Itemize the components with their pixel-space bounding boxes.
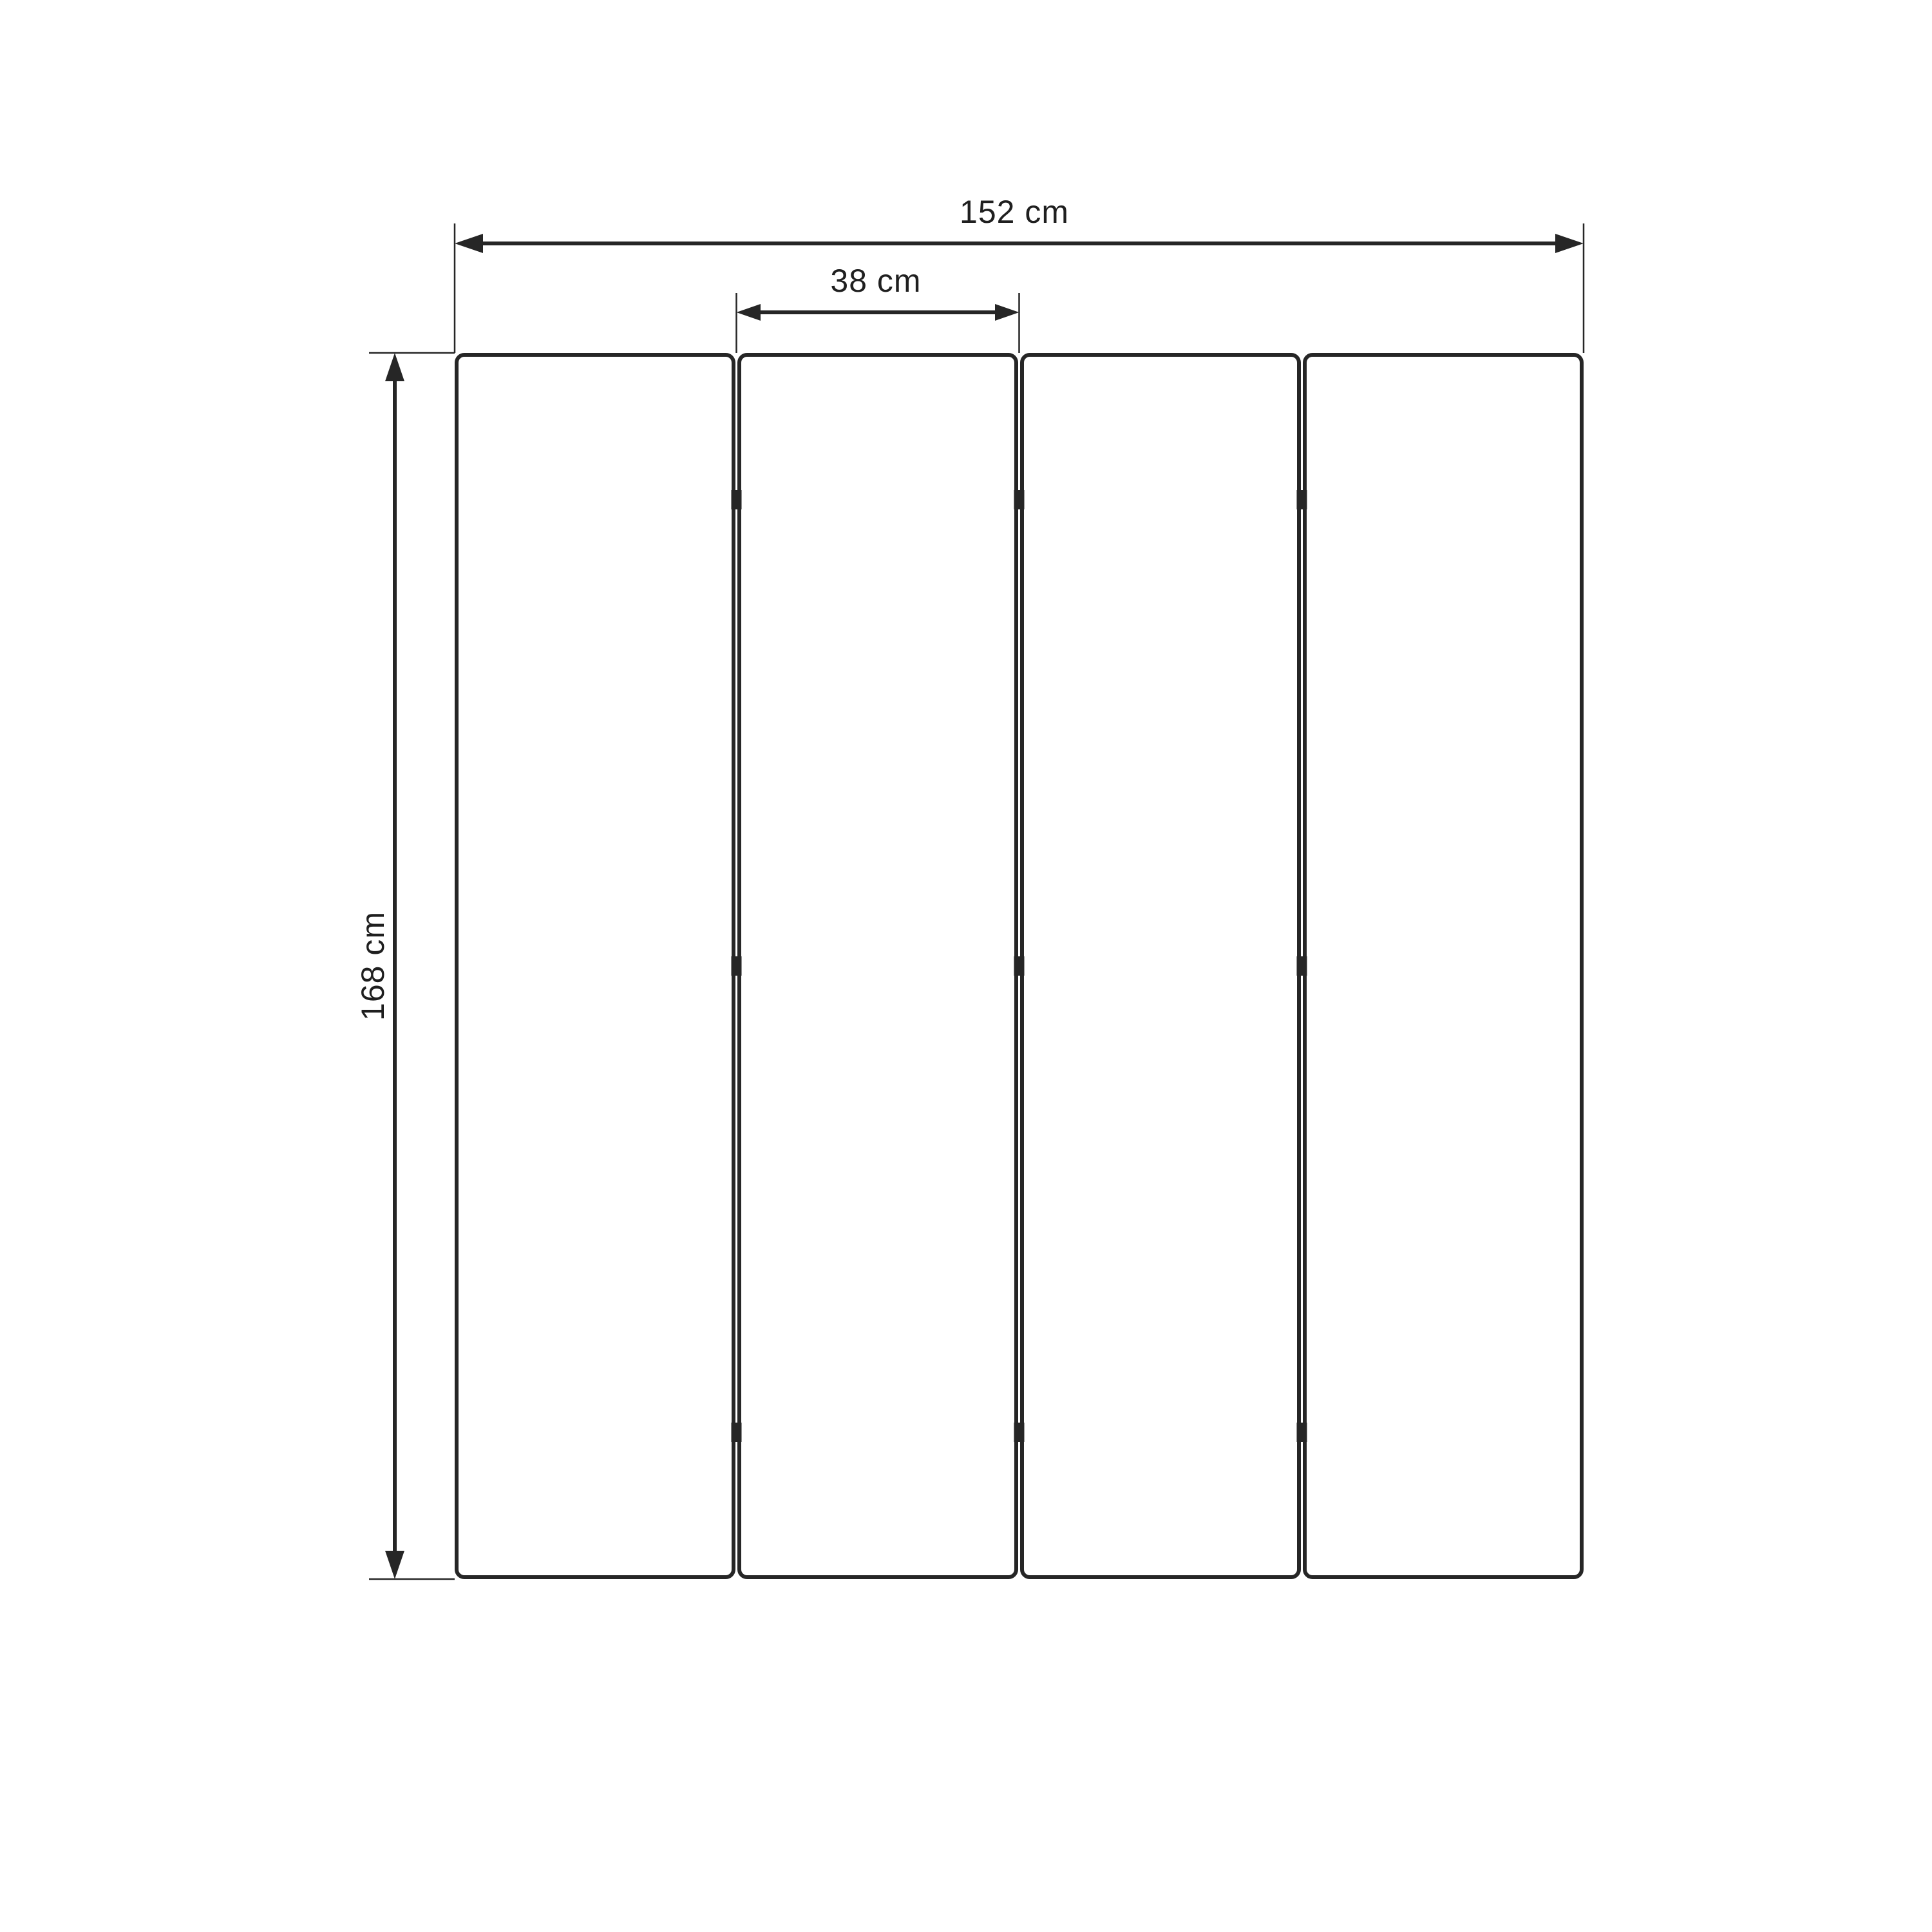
arrow-right-icon — [1555, 234, 1584, 253]
arrow-left-icon — [455, 234, 483, 253]
height-label: 168 cm — [355, 911, 391, 1021]
panel-4 — [1305, 355, 1582, 1577]
arrow-up-icon — [385, 353, 404, 381]
panel-width-label: 38 cm — [830, 263, 922, 299]
hinge-mark — [732, 956, 742, 976]
hinge-mark — [1297, 1423, 1307, 1442]
total-width-label: 152 cm — [960, 194, 1069, 230]
panel-1 — [457, 355, 734, 1577]
arrow-left-icon — [737, 304, 761, 321]
panel-2 — [739, 355, 1016, 1577]
hinge-mark — [1297, 956, 1307, 976]
panel-3 — [1022, 355, 1299, 1577]
hinge-mark — [732, 490, 742, 509]
arrow-down-icon — [385, 1551, 404, 1579]
hinge-mark — [1014, 1423, 1025, 1442]
height-dimension — [355, 353, 455, 1579]
hinge-mark — [1014, 490, 1025, 509]
panel-width-dimension — [737, 263, 1019, 353]
hinge-mark — [1297, 490, 1307, 509]
arrow-right-icon — [995, 304, 1019, 321]
hinge-mark — [732, 1423, 742, 1442]
hinge-mark — [1014, 956, 1025, 976]
